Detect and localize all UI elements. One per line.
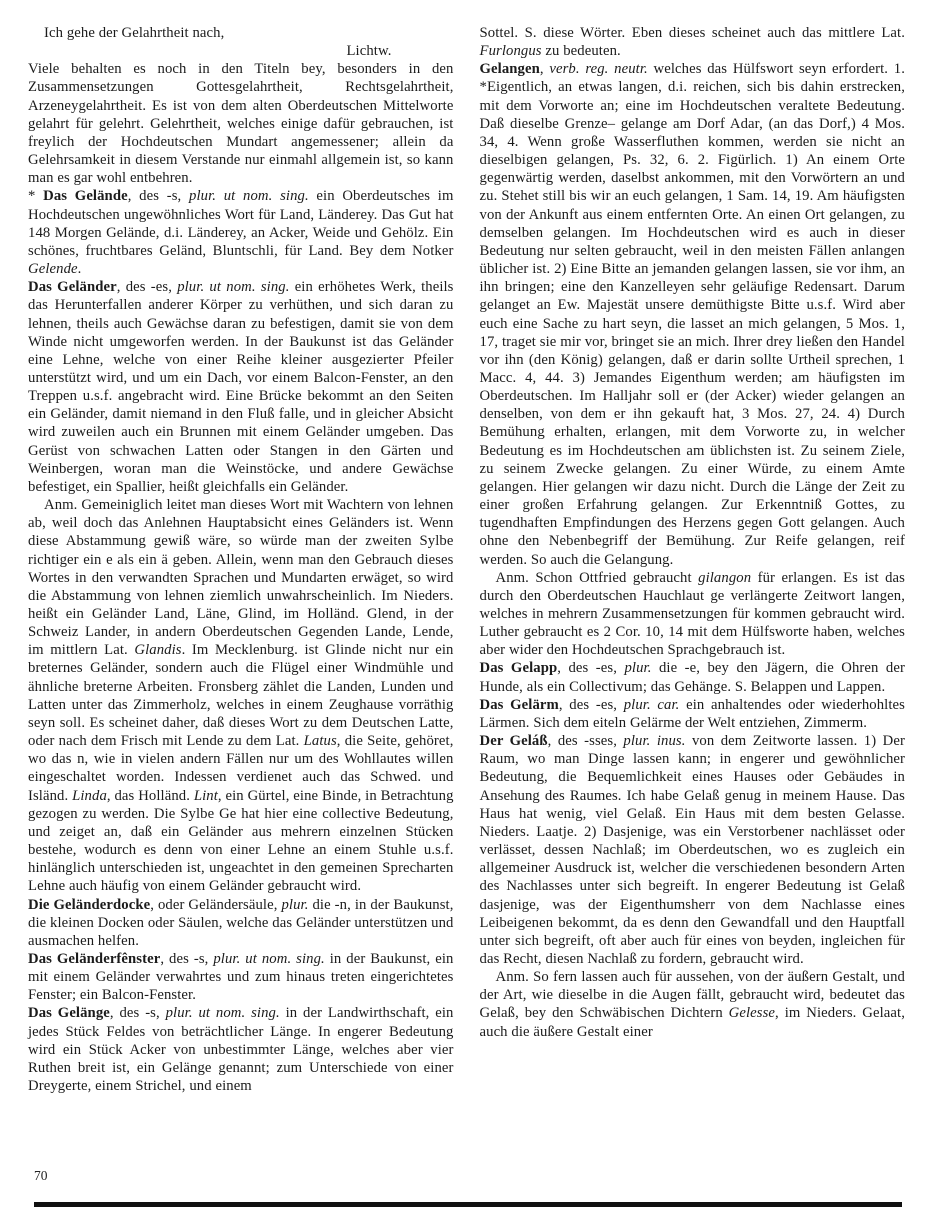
anmerkung-gelass <box>480 968 906 1041</box>
text-segment: plur. car. <box>623 696 680 713</box>
text-segment: Sottel. S. diese Wörter. Eben dieses scheinet auch das mittlere Lat. <box>479 25 905 41</box>
text-segment: in der Baukunst, ein mit einem Geländer verwahrtes und zum hinaus treten eingerichtetes Fenster; ein Balcon-Fenster. <box>28 950 454 1004</box>
entry-gelahrtheit-continuation <box>28 60 454 187</box>
text-segment: Viele behalten es noch in den Titeln bey, besonders in den Zusammensetzungen Gottesgelahrtheit, Rechtsgelahrtheit, Arzeneygelahrtheit. Es ist von dem alten Oberdeutschen Mittelworte gelahrt für gelehrt. Gelehrtheit, welches einige dafür gebrauchen, ist freylich der Hochdeutschen Mundart angemessener; allein da Gelehrsamkeit in diesem Verstande nur einmahl allgemein ist, so kann man es gar wohl entbehren. <box>28 61 454 187</box>
entry-gelaenderfenster <box>28 950 454 1004</box>
text-segment: , des -s, <box>127 188 189 205</box>
right-column <box>480 24 906 1095</box>
anmerkung-gelaender <box>28 496 454 895</box>
entry-gelaenderdocke <box>28 896 454 950</box>
text-segment: , des -sses, <box>547 733 624 750</box>
text-segment: plur. <box>281 896 309 913</box>
text-segment: für erlangen. Es ist das durch den Oberdeutschen Hauchlaut ge verlängerte Zeitwort langen, welches in mehrern Zusammensetzungen für kommen gebraucht wird. Luther gebraucht es 2 Cor. 10, 14 mit dem Hülfsworte haben, welches aber wider den Hochdeutschen Sprachgebrauch ist. <box>479 569 905 659</box>
text-segment: ein anhaltendes oder wiederhohltes Lärmen. Sich dem eiteln Gelärme der Welt entziehen, Zimmerm. <box>479 696 905 731</box>
text-segment: , des -es, <box>116 279 178 296</box>
text-segment: zu bedeuten. <box>541 43 621 60</box>
text-segment: Ich gehe der Gelahrtheit nach, <box>44 25 225 41</box>
anmerkung-gelangen <box>480 569 906 660</box>
text-segment: , das Holländ. <box>106 787 194 804</box>
text-segment: Anm. So fern lassen auch für aussehen, von der äußern Gestalt, und der Art, wie dieselbe in die Augen fällt, gebraucht wird, bedeutet das Gelaß, bey den Schwäbischen Dichtern <box>479 969 905 1022</box>
text-segment: die -n, in der Baukunst, die kleinen Docken oder Säulen, welche das Geländer unterstützen und ausmachen helfen. <box>28 896 454 949</box>
text-segment: Lichtw. <box>346 43 392 60</box>
text-segment: Furlongus <box>479 43 542 60</box>
text-segment: , des -s, <box>109 1005 166 1022</box>
text-segment: , ein Gürtel, eine Binde, in Betrachtung gezogen zu werden. Die Sylbe Ge hat hier eine collective Bedeutung, und zeiget an, daß ein Geländer aus mehrern einzelnen Stücken bestehe, wodurch es denn von einer Lehne an einem Stuhle u.s.f. hinlänglich unterschieden ist, ungeachtet in den gemeinen Sprecharten Lehne auch häufig von einem Geländer gebraucht wird. <box>28 787 454 895</box>
entry-gelaenge <box>28 1004 454 1095</box>
text-segment: ein Oberdeutsches im Hochdeutschen ungewöhnliches Wort für Land, Länderey. Das Gut hat 148 Morgen Gelände, d.i. Länderey, an Acker, Weide und Gehölz. Ein schönes, fruchtbares Geländ, Bluntschli, für Land. Bey dem Notker <box>28 188 454 259</box>
text-segment: Anm. Gemeiniglich leitet man dieses Wort mit Wachtern von lehnen ab, weil doch das Anlehnen Hauptabsicht eines Geländers ist. Wenn diese Abstammung gewiß wäre, so würde man der zweiten Sylbe richtiger ein e als ein ä geben. Allein, wenn man den Gebrauch dieses Wortes in den verwandten Sprachen und Mundarten erwäget, so wird die Abstammung von lehnen ziemlich unwahrscheinlich. Im Nieders. heißt ein Geländer Land, Läne, Glind, im Holländ. Glend, in der Schweiz Lander, in andern Oberdeutschen Gegenden Lande, Lende, im mittlern Lat. <box>28 497 454 659</box>
text-segment: Das Gelärm <box>479 696 559 713</box>
quote-line <box>28 24 454 42</box>
text-segment: plur. <box>624 660 652 677</box>
text-segment: , im Nieders. Gelaat, auch die äußere Gestalt einer <box>479 1005 906 1040</box>
text-segment: plur. inus. <box>623 733 686 750</box>
text-segment: plur. ut nom. sing. <box>177 279 290 296</box>
text-segment: Gelende <box>28 261 78 278</box>
text-segment: welches das Hülfswort seyn erfordert. 1. *Eigentlich, an etwas langen, d.i. reichen, sich bis dahin erstrecken, mit dem Vorworte an; eine im Hochdeutschen veraltete Bedeutung. Daß dieselbe Grenze– gelange am Dorf Adar, (an das Dorf,) 4 Mos. 34, 4. Wenn große Wasserfluthen kommen, werden sie nicht an dieselbigen gelangen, Ps. 32, 6. 2. Figürlich. 1) An einem Orte gegenwärtig werden, daselbst ankommen, mit den Vorwörtern an und zu. Stehet still bis wir an euch gelangen, 1 Sam. 14, 19. Am häufigsten von der Ankunft aus einem entfernten Orte. An einen Ort gelangen, zu demselben gelangen. Im Hochdeutschen wird es auch in dieser Bedeutung nur selten gebraucht, weil in den meisten Fällen anlangen üblicher ist. 2) Eine Bitte an jemanden gelangen lassen, sie vor ihm, an ihn bringen; eine den Kanzelleyen sehr geläufige Redensart. Darum gelanget an Ew. Majestät unsere demüthigste Bitte u.s.f. Wird aber euch eine Sache zu hart seyn, die lasset an mich gelangen, 5 Mos. 1, 17, traget sie mir vor, bringet sie an mich. Ihrer drey ließen den Handel vor ihn (den König) gelangen, daß er darin sollte Urtheil sprechen, 1 Macc. 4, 44. 3) Jemandes Eigenthum werden; am häufigsten im Oberdeutschen. Im Halljahr soll er (der Acker) wieder gelangen an denselben, von dem er ihn gekauft hat, 3 Mos. 27, 24. 4) Durch Bemühung erhalten, erlangen, mit dem Vorworte zu, in welcher Bedeutung es im Hochdeutschen am üblichsten ist. Zu seinem Ziele, zu seinem Zwecke gelangen. Zu einer Würde, zu einem Amte gelangen. Hier gelangen wir dazu nicht. Durch die Länge der Zeit zu einer großen Erfahrung gelangen. Zur Erkenntniß Gottes, zu tugendhaften Empfindungen des Herzens gegen Gott gelangen. Auch ohne den Nebenbegriff der Bemühung. Zur Reife gelangen, reif werden. So auch die Gelangung. <box>479 61 905 568</box>
text-segment: Das Gelapp <box>479 660 558 677</box>
text-segment: Latus <box>303 733 337 750</box>
text-segment: Glandis <box>134 642 182 659</box>
text-segment: * <box>28 188 44 205</box>
entry-gelaerm <box>480 696 906 732</box>
left-column <box>28 24 454 1095</box>
text-segment: Gelangen <box>479 61 540 78</box>
text-segment: Das Gelänge <box>28 1005 110 1022</box>
quote-attribution <box>28 42 454 60</box>
entry-gelaende <box>28 187 454 278</box>
text-segment: , <box>539 61 550 78</box>
text-segment: Der Geláß <box>479 733 548 750</box>
text-segment: , die Seite, gehöret, wo das n, wie in vielen andern Fällen nur um des Wohllautes willen eingeschaltet worden. Indessen verdienet auch das Schwed. und Isländ. <box>28 733 454 804</box>
page-bottom-rule <box>34 1202 902 1207</box>
text-segment: Gelesse <box>728 1005 776 1022</box>
text-segment: plur. ut nom. sing. <box>189 188 309 205</box>
text-segment: verb. reg. neutr. <box>549 61 648 78</box>
text-segment: , des -es, <box>557 660 625 677</box>
text-segment: ein erhöhetes Werk, theils das Herunterfallen anderer Körper zu verhüthen, und sich daran zu lehnen, theils auch Gewächse daran zu befestigen, damit sie von dem Winde nicht umgeworfen werden. In der Baukunst ist das Geländer eine Lehne, welche von einer Reihe kleiner ausgezierter Pfeiler unterstützt wird, und um ein Dach, vor einem Balcon-Fenster, an den Treppen u.s.f. angebracht wird. Eine Brücke bekommt an den Seiten ein Geländer, damit niemand in den Fluß falle, und in gleicher Absicht wird zuweilen auch ein Brunnen mit einem Geländer umgeben. Das Gerüst von schwachen Latten oder Stangen in den Gärten und Weinbergen, woran man die Weinstöcke, und andere Gewächse befestiget, ein Spallier, heißt gleichfalls ein Geländer. <box>28 279 454 495</box>
text-segment: Linda <box>72 787 107 804</box>
text-segment: , des -es, <box>558 696 624 713</box>
text-segment: die -e, bey den Jägern, die Ohren der Hunde, als ein Collectivum; das Gehänge. S. Belappen und Lappen. <box>479 660 905 695</box>
page-number: 70 <box>34 1168 48 1183</box>
text-segment: , oder Geländersäule, <box>150 896 282 913</box>
entry-gelaender <box>28 278 454 496</box>
text-segment: plur. ut nom. sing. <box>165 1005 280 1022</box>
text-segment: von dem Zeitworte lassen. 1) Der Raum, wo man Dinge lassen kann; in engerer und gewöhnlicher Bedeutung, die Bequemlichkeit eines Hauses oder Gebäudes in Ansehung des Raumes. Ich habe Gelaß genug in meinem Hause. Das Haus hat wenig, viel Gelaß. Ein Haus mit dem besten Gelasse. Nieders. Laatje. 2) Dasjenige, was ein Verstorbener nachlässet oder verlässet, dessen Nachlaß; im Oberdeutschen, wo es zugleich ein allgemeiner Ausdruck ist, welcher die verschiedenen besondern Arten des Nachlasses unter sich begreift. In engerer Bedeutung ist Gelaß dasjenige, was der Eigenthumsherr von dem Nachlasse eines Leibeigenen bekommt, da es denn den Gewandfall und den Hauptfall unter sich begreift, oft aber auch für eines von beyden, ingleichen für das Recht, diesen Nachlaß zu fordern, gebraucht wird. <box>479 733 905 967</box>
entry-gelangen <box>480 60 906 568</box>
text-segment: Die Geländerdocke <box>28 896 151 913</box>
text-segment: Das Geländer <box>28 279 117 296</box>
text-segment: Das Gelände <box>43 188 128 205</box>
text-segment: Das Geländerfênster <box>28 950 161 967</box>
text-segment: Anm. Schon Ottfried gebraucht <box>495 569 699 586</box>
text-segment: Lint <box>193 787 218 804</box>
entry-gelaenge-continuation <box>480 24 906 60</box>
text-segment: , des -s, <box>160 950 214 967</box>
entry-gelass <box>480 732 906 968</box>
entry-gelapp <box>480 659 906 695</box>
text-segment: plur. ut nom. sing. <box>213 950 325 967</box>
text-segment: in der Landwirthschaft, ein jedes Stück Feldes von beträchtlicher Länge. In engerer Bedeutung wird ein Stück Acker von unbestimmter Länge, welches aber vier Ruthen breit ist, ein Gelänge genannt; zum Unterschiede von einer Dreygerte, einem Strichel, und einem <box>28 1005 454 1095</box>
text-segment: . Im Mecklenburg. ist Glinde nicht nur ein breternes Geländer, sondern auch die Flügel einer Windmühle und ähnliche breterne Arbeiten. Fronsberg zählet die Landen, Lunden und Latten unter das Zimmerholz, welches in einem Zeughause vorräthig seyn soll. Es scheinet daher, daß dieses Wort zu dem Deutschen Latte, oder nach dem Frisch mit Lende zu dem Lat. <box>28 642 454 750</box>
text-segment: gilangon <box>698 569 752 586</box>
text-segment: . <box>77 261 82 278</box>
